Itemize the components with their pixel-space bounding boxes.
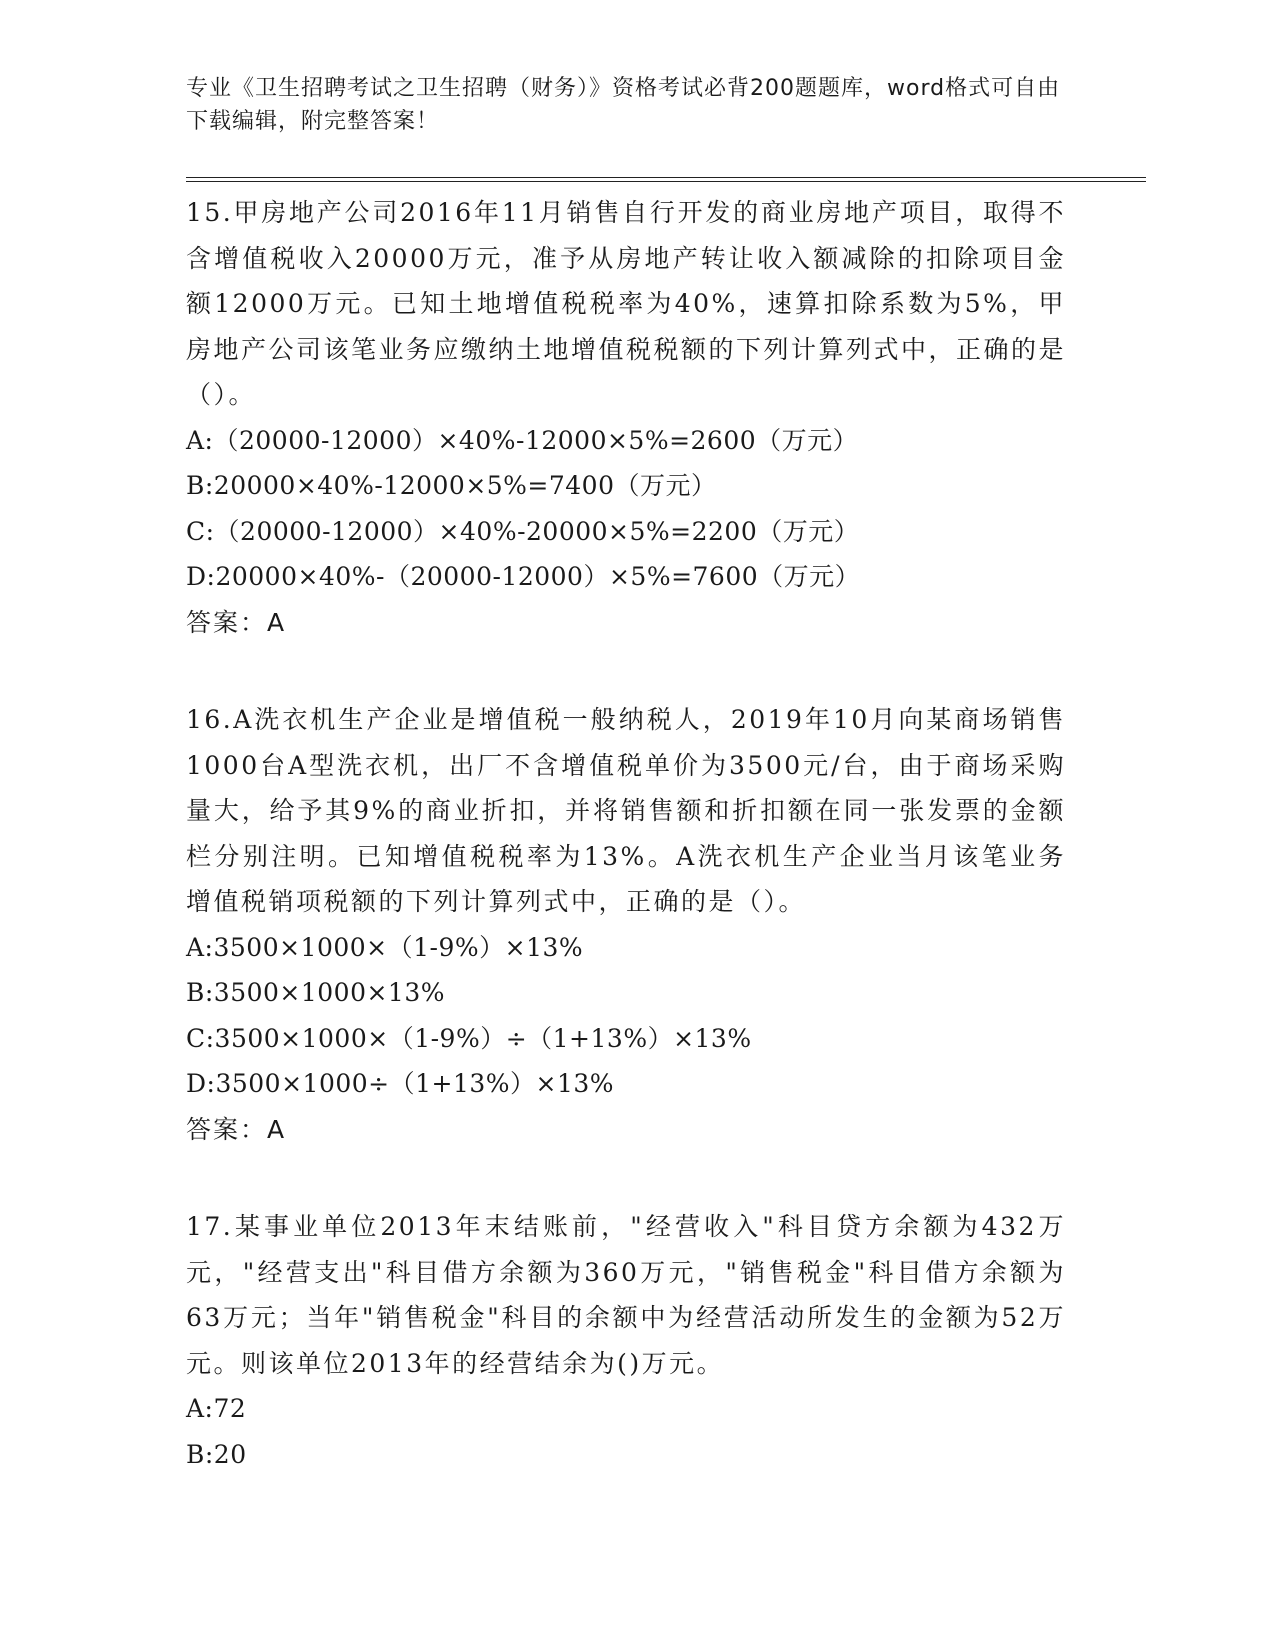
question-16 xyxy=(186,697,1066,1152)
header-double-rule xyxy=(186,177,1146,182)
question-15 xyxy=(186,190,1066,645)
answer-line: 答案：A xyxy=(186,607,287,637)
option-b: B:20 xyxy=(186,1439,247,1469)
question-stem: 16.A洗衣机生产企业是增值税一般纳税人，2019年10月向某商场销售1000台A型洗衣机，出厂不含增值税单价为3500元/台，由于商场采购量大，给予其9%的商业折扣，并将销售额和折扣额在同一张发票的金额栏分别注明。已知增值税税率为13%。A洗衣机生产企业当月该笔业务增值税销项税额的下列计算列式中，正确的是（）。 xyxy=(186,705,1066,916)
option-a: A:（20000-12000）×40%-12000×5%=2600（万元） xyxy=(186,425,859,455)
document-header: 专业《卫生招聘考试之卫生招聘（财务）》资格考试必背200题题库，word格式可自由下载编辑，附完整答案！ xyxy=(186,76,1061,134)
question-stem: 17.某事业单位2013年末结账前，"经营收入"科目贷方余额为432万元，"经营支出"科目借方余额为360万元，"销售税金"科目借方余额为63万元；当年"销售税金"科目的余额中为经营活动所发生的金额为52万元。则该单位2013年的经营结余为()万元。 xyxy=(186,1212,1066,1378)
question-stem: 15.甲房地产公司2016年11月销售自行开发的商业房地产项目，取得不含增值税收入20000万元，准予从房地产转让收入额减除的扣除项目金额12000万元。已知土地增值税税率为40%，速算扣除系数为5%，甲房地产公司该笔业务应缴纳土地增值税税额的下列计算列式中，正确的是（）。 xyxy=(186,198,1067,409)
option-c: C:3500×1000×（1-9%）÷（1+13%）×13% xyxy=(186,1023,752,1053)
option-d: D:20000×40%-（20000-12000）×5%=7600（万元） xyxy=(186,562,861,591)
question-list xyxy=(186,190,1066,1529)
option-b: B:3500×1000×13% xyxy=(186,978,446,1007)
question-17 xyxy=(186,1204,1066,1477)
option-d: D:3500×1000÷（1+13%）×13% xyxy=(186,1069,615,1098)
option-a: A:72 xyxy=(186,1394,247,1423)
option-b: B:20000×40%-12000×5%=7400（万元） xyxy=(186,471,717,500)
option-c: C:（20000-12000）×40%-20000×5%=2200（万元） xyxy=(186,516,860,546)
option-a: A:3500×1000×（1-9%）×13% xyxy=(186,932,584,962)
answer-line: 答案：A xyxy=(186,1114,287,1144)
